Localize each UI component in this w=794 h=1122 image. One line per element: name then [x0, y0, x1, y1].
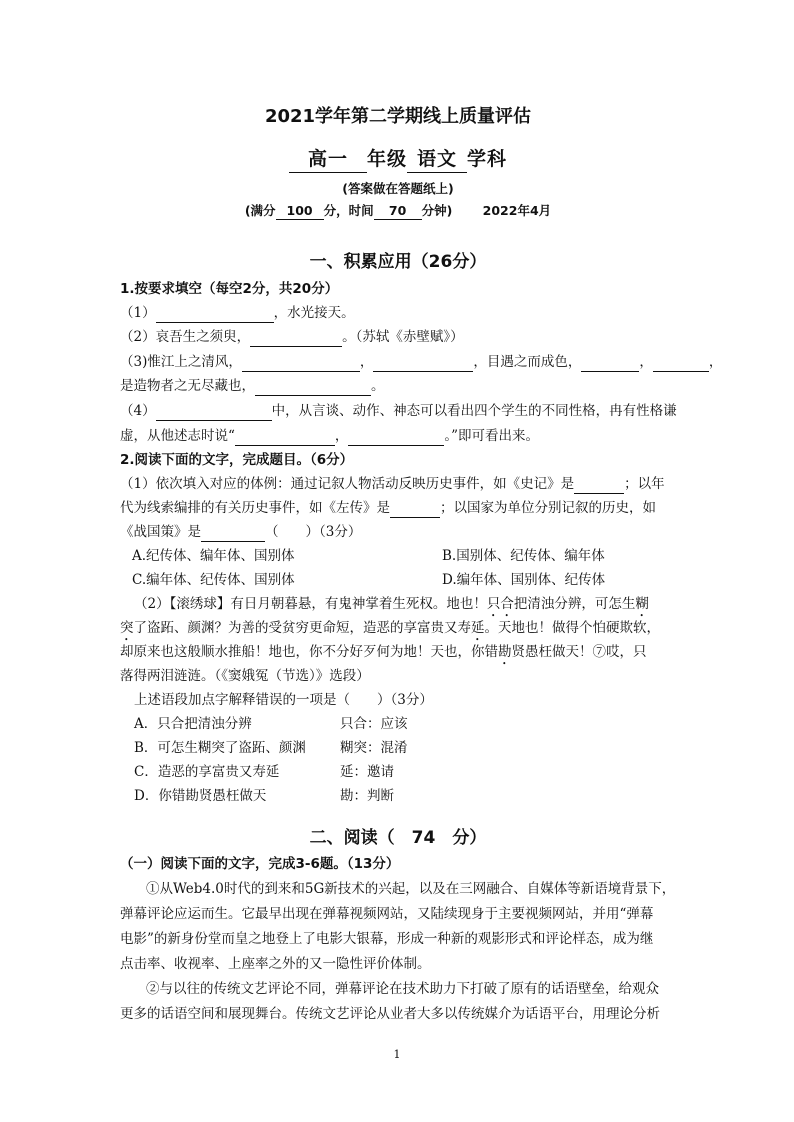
q1-line4: 是造物者之无尽藏也， 。	[120, 378, 385, 394]
grade-value: 高一	[289, 148, 367, 173]
q1-line1: （1） ，水光接天。	[120, 305, 355, 321]
exam-date: 2022年4月	[482, 203, 552, 218]
q1-line3: （3)惟江上之清风， ， ，目遇之而成色， ， ，	[120, 354, 723, 370]
q2-p2-line2: 突了盗跖、颜渊？为善的受贫穷更命短，造恶的享富贵又寿延。天地也！做得个怕硬欺软，	[120, 620, 660, 636]
q2-item-c: C．造恶的享富贵又寿延 延：邀请	[134, 764, 394, 780]
q2-p2-question: 上述语段加点字解释错误的一项是（ ）（3分）	[134, 692, 433, 708]
subject-value: 语文	[407, 148, 467, 173]
time-value: 70	[374, 203, 422, 220]
q2-p1-line3: 《战国策》是 （ ）（3分）	[120, 524, 362, 540]
q1-line5: （4） 中，从言谈、动作、神态可以看出四个学生的不同性格，冉有性格谦	[120, 403, 677, 419]
score-value: 100	[276, 203, 324, 220]
score-prefix: (满分	[244, 203, 276, 218]
section1-heading: 一、积累应用（26分）	[309, 252, 487, 272]
para1-line4: 点击率、收视率、上座率之外的又一隐性评价体制。	[120, 956, 431, 972]
answer-note: (答案做在答题纸上)	[342, 181, 454, 196]
option-b: B.国别体、纪传体、编年体	[442, 548, 605, 564]
grade-subject-line	[120, 148, 676, 173]
q2-p2-line3: 却原来也这般顺水推船！地也，你不分好歹何为地！天也，你错勘贤愚枉做天！⑦哎，只	[120, 644, 647, 660]
q2-p1-line2: 代为线索编排的有关历史事件，如《左传》是 ；以国家为单位分别记叙的历史，如	[120, 500, 656, 516]
para1-line3: 电影”的新身份堂而皇之地登上了电影大银幕，形成一种新的观影形式和评论样态，成为继	[120, 931, 654, 947]
option-d: D.编年体、国别体、纪传体	[442, 572, 606, 588]
time-suffix: 分钟)	[421, 203, 453, 218]
para2-line1: ②与以往的传统文艺评论不同，弹幕评论在技术助力下打破了原有的话语壁垒，给观众	[146, 981, 659, 997]
para2-line2: 更多的话语空间和展现舞台。传统文艺评论从业者大多以传统媒介为话语平台，用理论分析	[120, 1006, 660, 1022]
q2-p1-line1: （1）依次填入对应的体例：通过记叙人物活动反映历史事件，如《史记》是 ；以年	[120, 476, 665, 492]
time-prefix: 分，时间	[323, 203, 374, 218]
q2-item-a: A．只合把清浊分辨 只合：应该	[134, 716, 408, 732]
q1-title: 1.按要求填空（每空2分，共20分）	[120, 281, 339, 297]
q2-title: 2.阅读下面的文字，完成题目。（6分）	[120, 452, 354, 468]
page-number: 1	[393, 1048, 401, 1061]
q2-item-b: B．可怎生糊突了盗跖、颜渊 糊突：混淆	[134, 740, 408, 756]
grade-label: 年级	[366, 148, 407, 170]
option-a: A.纪传体、编年体、国别体	[132, 548, 295, 564]
q2-p2-line1: （2）【滚绣球】有日月朝暮悬，有鬼神掌着生死权。地也！只合把清浊分辨，可怎生糊	[134, 596, 649, 612]
q2-item-d: D．你错勘贤愚枉做天 勘：判断	[134, 788, 394, 804]
q1-line6: 虚，从他述志时说“ ， 。”即可看出来。	[120, 428, 540, 444]
option-c: C.编年体、纪传体、国别体	[132, 572, 295, 588]
para1-line2: 弹幕评论应运而生。它最早出现在弹幕视频网站，又陆续现身于主要视频网站，并用“弹幕	[120, 906, 654, 922]
q1-line2: （2）哀吾生之须臾， 。（苏轼《赤壁赋》）	[120, 329, 464, 345]
reading1-title: （一）阅读下面的文字，完成3-6题。（13分）	[120, 856, 400, 872]
para1-line1: ①从Web4.0时代的到来和5G新技术的兴起，以及在三网融合、自媒体等新语境背景下，	[146, 881, 676, 897]
score-time-line	[120, 203, 676, 220]
section2-heading: 二、阅读（ 74 分）	[309, 828, 487, 848]
q2-p2-line4: 落得两泪涟涟。（《窦娥冤（节选）》选段）	[120, 668, 370, 684]
exam-title: 2021学年第二学期线上质量评估	[264, 106, 532, 127]
subject-label: 学科	[467, 148, 508, 170]
